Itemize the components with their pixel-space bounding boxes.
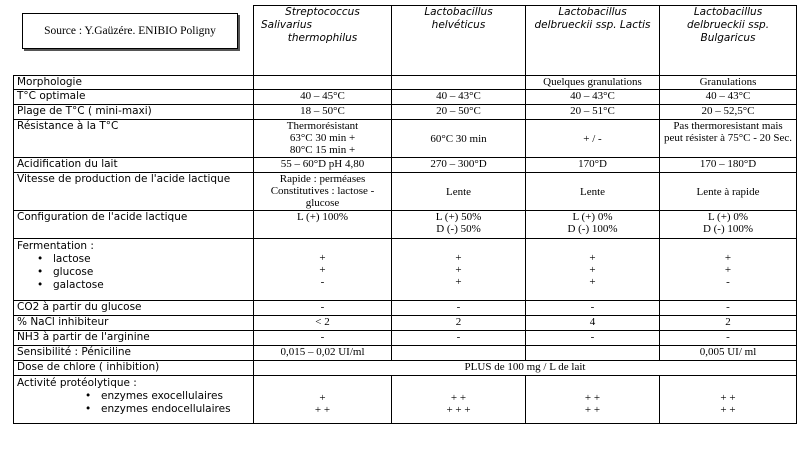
row-label: Dose de chlore ( inhibition)	[14, 361, 254, 376]
table-row	[14, 173, 797, 211]
row-label: T°C optimale	[14, 90, 254, 105]
table-cell: 170°D	[526, 158, 660, 173]
table-cell: L (+) 0% D (-) 100%	[526, 211, 660, 239]
bullet-icon: •	[37, 253, 44, 265]
table-cell: Lente	[526, 173, 660, 211]
comparison-table	[13, 5, 797, 424]
table-cell: < 2	[254, 316, 392, 331]
table-cell: 60°C 30 min	[392, 120, 526, 158]
table-row	[14, 90, 797, 105]
column-header-helveticus: Lactobacillus helvéticus	[392, 6, 526, 76]
table-cell	[392, 76, 526, 90]
row-label: % NaCl inhibiteur	[14, 316, 254, 331]
bullet-icon: •	[85, 390, 92, 402]
table-cell: Lente	[392, 173, 526, 211]
table-cell: 40 – 43°C	[392, 90, 526, 105]
table-cell: Quelques granulations	[526, 76, 660, 90]
table-cell: Pas thermoresistant mais peut résister à 75°C - 20 Sec.	[660, 120, 797, 158]
table-row	[14, 211, 797, 239]
list-item: • enzymes exocellulaires	[85, 390, 223, 402]
table-cell: 18 – 50°C	[254, 105, 392, 120]
table-cell: + + -	[254, 239, 392, 301]
source-caption-box: Source : Y.Gaüzére. ENIBIO Poligny	[22, 13, 238, 49]
list-item: • lactose	[37, 253, 91, 265]
table-cell: L (+) 100%	[254, 211, 392, 239]
table-cell: 4	[526, 316, 660, 331]
table-cell: 40 – 43°C	[660, 90, 797, 105]
table-cell: -	[392, 331, 526, 346]
table-cell: 55 – 60°D pH 4,80	[254, 158, 392, 173]
row-label-proteolytique: Activité protéolytique : • enzymes exocellulaires • enzymes endocellulaires	[14, 376, 254, 424]
row-label: Résistance à la T°C	[14, 120, 254, 158]
table-row	[14, 105, 797, 120]
table-cell: Granulations	[660, 76, 797, 90]
table-cell: 0,005 UI/ ml	[660, 346, 797, 361]
row-label: Acidification du lait	[14, 158, 254, 173]
enzyme-list	[17, 390, 250, 416]
table-cell: Rapide : perméases Constitutives : lactose - glucose	[254, 173, 392, 211]
list-item: • galactose	[37, 279, 104, 291]
table-cell: + + + +	[660, 376, 797, 424]
table-cell: 2	[392, 316, 526, 331]
row-label: Plage de T°C ( mini-maxi)	[14, 105, 254, 120]
table-row	[14, 120, 797, 158]
table-row	[14, 376, 797, 424]
table-row	[14, 331, 797, 346]
table-cell: -	[526, 301, 660, 316]
list-item: • enzymes endocellulaires	[85, 403, 231, 415]
table-cell: 40 – 43°C	[526, 90, 660, 105]
table-cell: -	[392, 301, 526, 316]
table-cell: L (+) 0% D (-) 100%	[660, 211, 797, 239]
sugar-list	[17, 253, 250, 292]
table-row	[14, 301, 797, 316]
table-cell: 20 – 52,5°C	[660, 105, 797, 120]
table-cell: 0,015 – 0,02 UI/ml	[254, 346, 392, 361]
table-cell: 270 – 300°D	[392, 158, 526, 173]
table-cell: + + + +	[526, 376, 660, 424]
table-cell: 20 – 51°C	[526, 105, 660, 120]
table-cell: Thermorésistant 63°C 30 min + 80°C 15 min +	[254, 120, 392, 158]
table-cell: + + +	[254, 376, 392, 424]
table-cell: + + +	[526, 239, 660, 301]
table-row	[14, 361, 797, 376]
table-cell: L (+) 50% D (-) 50%	[392, 211, 526, 239]
table-row	[14, 316, 797, 331]
table-row	[14, 346, 797, 361]
bullet-icon: •	[37, 266, 44, 278]
row-label: CO2 à partir du glucose	[14, 301, 254, 316]
bullet-icon: •	[85, 403, 92, 415]
table-cell: -	[660, 301, 797, 316]
column-header-streptococcus: Streptococcus Salivarius thermophilus	[254, 6, 392, 76]
table-cell: 40 – 45°C	[254, 90, 392, 105]
row-label: Morphologie	[14, 76, 254, 90]
table-cell: 20 – 50°C	[392, 105, 526, 120]
table-row	[14, 76, 797, 90]
column-header-bulgaricus: Lactobacillus delbrueckii ssp. Bulgaricus	[660, 6, 797, 76]
table-cell: -	[254, 301, 392, 316]
list-item: • glucose	[37, 266, 94, 278]
table-cell: 170 – 180°D	[660, 158, 797, 173]
table-cell: -	[660, 331, 797, 346]
table-cell: + + -	[660, 239, 797, 301]
row-label: Sensibilité : Péniciline	[14, 346, 254, 361]
table-cell: 2	[660, 316, 797, 331]
table-row	[14, 239, 797, 301]
table-cell-merged: PLUS de 100 mg / L de lait	[254, 361, 797, 376]
table-cell	[526, 346, 660, 361]
row-label: NH3 à partir de l'arginine	[14, 331, 254, 346]
table-cell: + / -	[526, 120, 660, 158]
row-label-fermentation: Fermentation : • lactose • glucose • galactose	[14, 239, 254, 301]
table-cell: + + +	[392, 239, 526, 301]
table-cell	[392, 346, 526, 361]
row-label: Vitesse de production de l'acide lactique	[14, 173, 254, 211]
column-header-lactis: Lactobacillus delbrueckii ssp. Lactis	[526, 6, 660, 76]
bullet-icon: •	[37, 279, 44, 291]
table-cell	[254, 76, 392, 90]
table-cell: -	[526, 331, 660, 346]
row-label: Configuration de l'acide lactique	[14, 211, 254, 239]
table-cell: + + + + +	[392, 376, 526, 424]
table-cell: -	[254, 331, 392, 346]
table-row	[14, 158, 797, 173]
table-cell: Lente à rapide	[660, 173, 797, 211]
